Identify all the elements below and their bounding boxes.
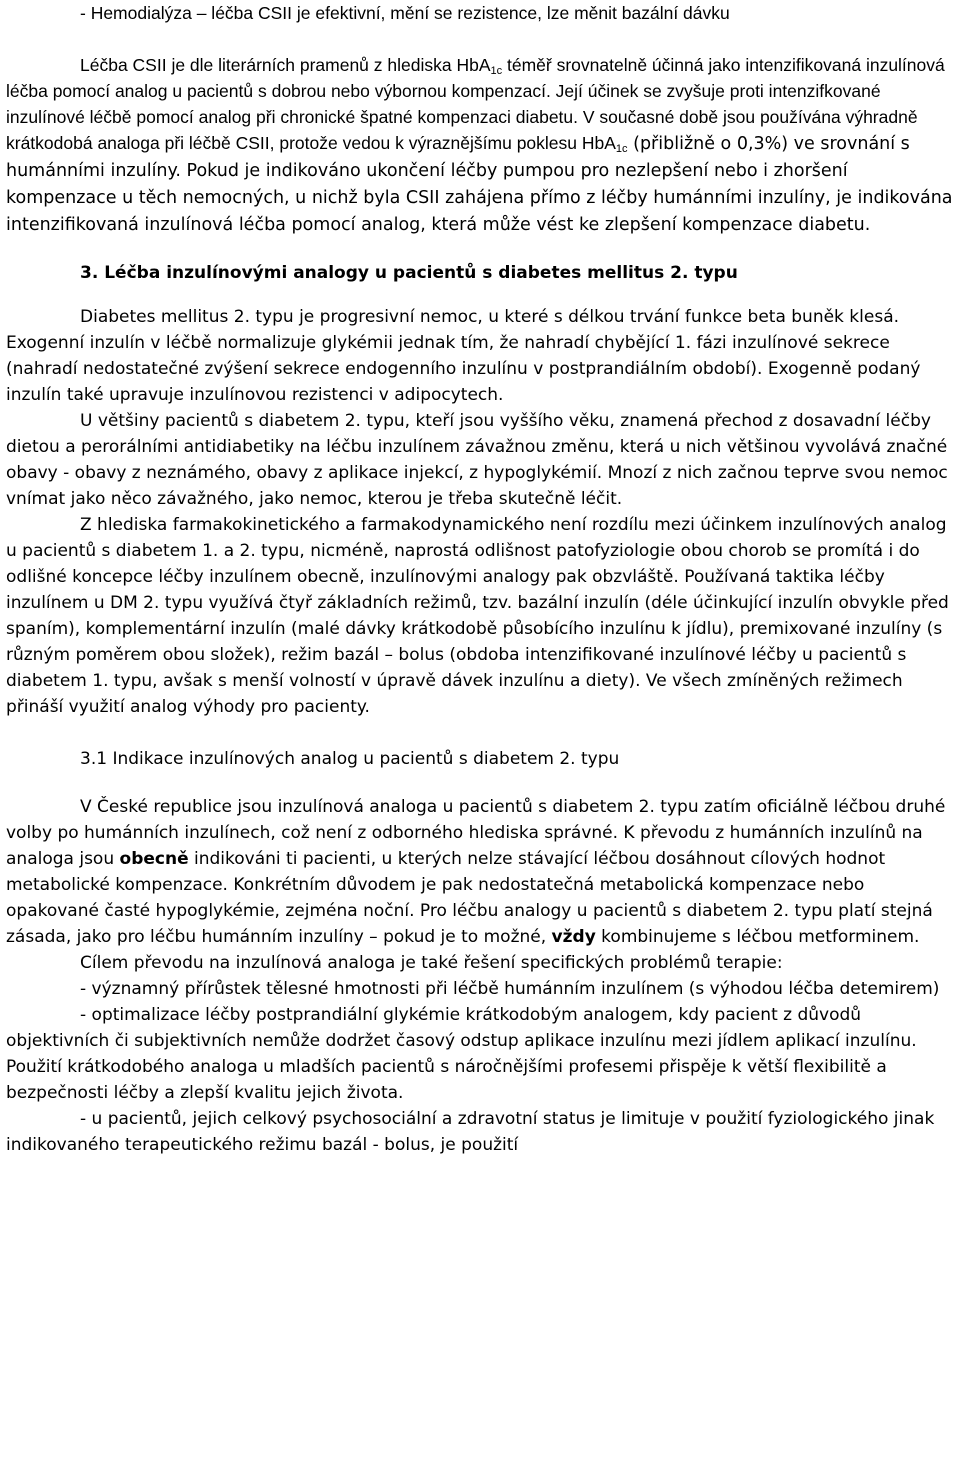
text-run: U většiny pacientů s diabetem 2. typu, kteří jsou vyššího věku, znamená přechod z dosavadní léčby dietou a perorálními antidiabetiky na léčbu inzulínem závažnou změnu, která u nich většinou vyvolává značné obavy - obavy z neznámého, obavy z aplikace injekcí, z hypoglykémií. Mnozí z nich začnou teprve svou nemoc vnímat jako něco závažného, jako nemoc, kterou je třeba skutečně léčit. (6, 411, 948, 509)
text-run: - významný přírůstek tělesné hmotnosti při léčbě humánním inzulínem (s výhodou léčba detemirem) (80, 979, 940, 999)
para-farmakokinetika (6, 512, 957, 720)
heading-section-3 (6, 260, 957, 286)
bold-text: vždy (551, 927, 596, 947)
heading-section-3-1 (6, 746, 957, 772)
text-run: Z hlediska farmakokinetického a farmakodynamického není rozdílu mezi účinkem inzulínových analog u pacientů s diabetem 1. a 2. typu, nicméně, naprostá odlišnost patofyziologie obou chorob se promítá i do odlišné koncepce léčby inzulínem obecně, inzulínovými analogy pak obzvláště. Používaná taktika léčby inzulínem u DM 2. typu využívá čtyř základních režimů, tzv. bazální inzulín (déle účinkující inzulín obvykle před spaním), komplementární inzulín (malé dávky krátkodobě působícího inzulínu k jídlu), premixované inzulíny (s různým poměrem obou složek), režim bazál – bolus (obdoba intenzifikované inzulínové léčby u pacientů s diabetem 1. typu, avšak s menší volností v úpravě dávek inzulínu a diety). Ve všech zmíněných režimech přináší využití analog výhody pro pacienty. (6, 515, 949, 717)
text-run: kombinujeme s léčbou metforminem. (595, 927, 920, 947)
para-vetsina-pacientu (6, 408, 957, 512)
text-run: 3.1 Indikace inzulínových analog u pacientů s diabetem 2. typu (80, 749, 620, 769)
list-item-psychosocialni (6, 1106, 957, 1158)
text-run: téměř srovnatelně účinná jako intenzifikovaná inzulínová léčba pomocí analog u pacientů s dobrou nebo výbornou kompenzací. Její účinek se zvyšuje proti intenzifkované inzulínové léčbě pomocí analog při chronické špatné kompenzaci diabetu. V současné době jsou používána výhradně krátkodobá analoga při léčbě CSII, protože vedou k výraznějšímu poklesu HbA (6, 55, 945, 153)
text-run: (přibližně o 0,3%) ve srovnání s humánními inzulíny. (6, 134, 910, 181)
para-hemodialyza (6, 0, 957, 26)
text-run: - optimalizace léčby postprandiální glykémie krátkodobým analogem, kdy pacient z důvodů objektivních či subjektivních nemůže dodržet časový odstup aplikace inzulínu mezi jídlem aplikací inzulínu. Použití krátkodobého analoga u mladších pacientů s náročnějšími profesemi přispěje k větší flexibilitě a bezpečnosti léčby a zlepší kvalitu jejich života. (6, 1005, 917, 1103)
text-run: Pokud je indikováno ukončení léčby pumpou pro nezlepšení nebo i zhoršení kompenzace u těch nemocných, u nichž byla CSII zahájena přímo z léčby humánními inzulíny, je indikována intenzifikovaná inzulínová léčba pomocí analog, která může vést ke zlepšení kompenzace diabetu. (6, 161, 953, 235)
text-run: V České republice jsou inzulínová analoga u pacientů s diabetem 2. typu zatím oficiálně léčbou druhé volby po humánních inzulínech, což není z odborného hlediska správné. K převodu z humánních inzulínů na analoga jsou (6, 797, 946, 869)
list-item-hmotnost (6, 976, 957, 1002)
subscript-text: 1c (490, 65, 503, 77)
para-cilem-prevodu (6, 950, 957, 976)
para-dm2-progresivni (6, 304, 957, 408)
bold-text: obecně (119, 849, 189, 869)
text-run: Diabetes mellitus 2. typu je progresivní nemoc, u které s délkou trvání funkce beta buněk klesá. Exogenní inzulín v léčbě normalizuje glykémii jednak tím, že nahradí chybějící 1. fázi inzulínové sekrece (nahradí nedostatečné zvýšení sekrece endogenního inzulínu v postprandiálním období). Exogenně podaný inzulín také upravuje inzulínovou rezistenci v adipocytech. (6, 307, 921, 405)
list-item-postprandialni (6, 1002, 957, 1106)
text-run: indikováni ti pacienti, u kterých nelze stávající léčbou dosáhnout cílových hodnot metabolické kompenzace. Konkrétním důvodem je pak nedostatečná metabolická kompenzace nebo opakované časté hypoglykémie, zejména noční. Pro léčbu analogy u pacientů s diabetem 2. typu platí stejná zásada, jako pro léčbu humánním inzulíny – pokud je to možné, (6, 849, 933, 947)
text-run: 3. Léčba inzulínovými analogy u pacientů s diabetes mellitus 2. typu (80, 263, 738, 283)
text-run: - u pacientů, jejich celkový psychosociální a zdravotní status je limituje v použití fyziologického jinak indikovaného terapeutického režimu bazál - bolus, je použití (6, 1109, 935, 1155)
subscript-text: 1c (615, 143, 628, 155)
text-run: Cílem převodu na inzulínová analoga je také řešení specifických problémů terapie: (80, 953, 783, 973)
text-run: - Hemodialýza – léčba CSII je efektivní, mění se rezistence, lze měnit bazální dávku (80, 3, 730, 23)
para-csii-ucinnost (6, 52, 957, 238)
para-ceska-republika (6, 794, 957, 950)
text-run: Léčba CSII je dle literárních pramenů z hlediska HbA (80, 55, 491, 75)
